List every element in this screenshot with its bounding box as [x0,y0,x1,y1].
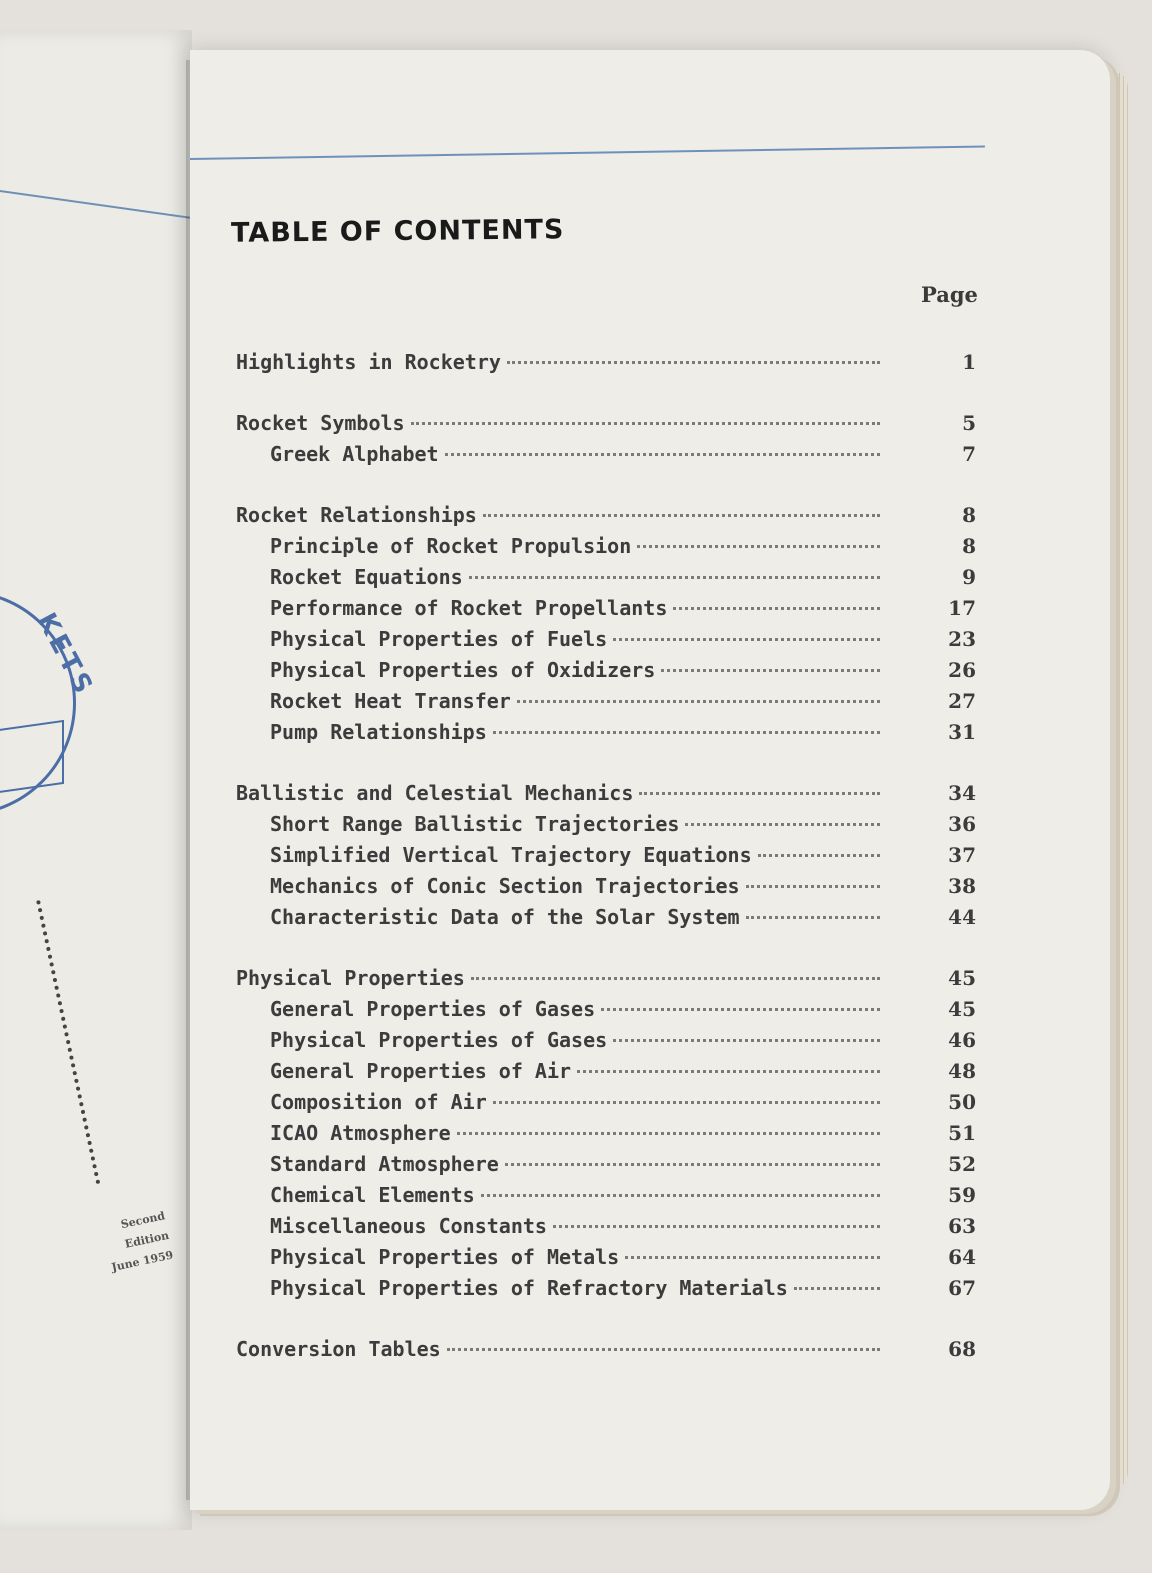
toc-entry [236,534,976,565]
toc-entry-page: 59 [948,1183,976,1207]
group-spacer [236,473,976,503]
toc-entry [236,627,976,658]
toc-entry-page: 26 [948,658,976,682]
toc-entry [236,503,976,534]
toc-entry-page: 46 [948,1028,976,1052]
toc-entry-page: 51 [948,1121,976,1145]
toc-entry-page: 17 [948,596,976,620]
toc-entry [236,905,976,936]
toc-entry-label: Physical Properties of Fuels [270,627,608,651]
toc-entry [236,781,976,812]
toc-entry [236,411,976,442]
toc-entry-page: 34 [948,781,976,805]
dot-leader [673,607,880,610]
toc-entry-label: General Properties of Gases [270,997,596,1021]
seal-lettering: KETS [30,608,100,702]
toc-entry-page: 48 [948,1059,976,1083]
toc-entry-label: Highlights in Rocketry [236,350,501,374]
toc-entry [236,596,976,627]
toc-entry-label: Rocket Heat Transfer [270,689,511,713]
toc-entry [236,997,976,1028]
dotted-trail [36,899,104,1184]
toc-entry [236,874,976,905]
toc-entry-page: 8 [962,534,976,558]
toc-entry-page: 5 [962,411,976,435]
toc-title: TABLE OF CONTENTS [230,214,565,249]
toc-entry [236,1090,976,1121]
toc-entry [236,565,976,596]
dot-leader [481,1194,880,1197]
toc-entry-page: 36 [948,812,976,836]
toc-entry-label: Physical Properties of Refractory Materials [270,1276,788,1300]
toc-entry-label: Simplified Vertical Trajectory Equations [270,843,752,867]
toc-entry-label: Physical Properties of Oxidizers [270,658,656,682]
dot-leader [577,1070,880,1073]
toc-entry-label: Performance of Rocket Propellants [270,596,668,620]
dot-leader [457,1132,880,1135]
dot-leader [746,885,880,888]
dot-leader [447,1348,880,1351]
toc-entry-label: Ballistic and Celestial Mechanics [236,781,634,805]
dot-leader [411,422,880,425]
toc-entry [236,1121,976,1152]
toc-entry-label: Rocket Relationships [236,503,477,527]
dot-leader [685,823,880,826]
toc-entry [236,1028,976,1059]
toc-entry-page: 45 [948,966,976,990]
toc-entry-label: Physical Properties of Gases [270,1028,608,1052]
toc-entry-page: 44 [948,905,976,929]
toc-entry-label: Rocket Symbols [236,411,405,435]
toc-entry-label: Short Range Ballistic Trajectories [270,812,680,836]
dot-leader [758,854,880,857]
toc-entry-label: General Properties of Air [270,1059,572,1083]
dot-leader [637,545,880,548]
toc-entry [236,812,976,843]
toc-entry [236,1337,976,1368]
dot-leader [493,731,880,734]
toc-entry-page: 64 [948,1245,976,1269]
toc-entry-label: Standard Atmosphere [270,1152,499,1176]
toc-entry [236,1152,976,1183]
toc-entry [236,843,976,874]
toc-entry-label: Physical Properties of Metals [270,1245,620,1269]
toc-entry [236,1276,976,1307]
toc-entry [236,966,976,997]
toc-entry-label: Mechanics of Conic Section Trajectories [270,874,740,898]
toc-entry-page: 38 [948,874,976,898]
page-column-header: Page [921,282,978,307]
toc-entry-label: ICAO Atmosphere [270,1121,451,1145]
toc-entry [236,442,976,473]
toc-entry-label: Pump Relationships [270,720,487,744]
left-page-rule [0,190,192,220]
toc-entry [236,1214,976,1245]
dot-leader [625,1256,880,1259]
dot-leader [613,1039,880,1042]
dot-leader [483,514,880,517]
toc-entry-label: Greek Alphabet [270,442,439,466]
toc-entry-page: 23 [948,627,976,651]
dot-leader [601,1008,880,1011]
dot-leader [517,700,880,703]
group-spacer [236,936,976,966]
toc-entry-page: 31 [948,720,976,744]
toc-entry-page: 63 [948,1214,976,1238]
toc-entry-page: 52 [948,1152,976,1176]
dot-leader [471,977,880,980]
toc-entry-page: 67 [948,1276,976,1300]
toc-entry-page: 8 [962,503,976,527]
toc-entry-label: Conversion Tables [236,1337,441,1361]
toc-entry-label: Chemical Elements [270,1183,475,1207]
dot-leader [794,1287,880,1290]
toc-entry-page: 9 [962,565,976,589]
toc-entry-page: 45 [948,997,976,1021]
dot-leader [445,453,880,456]
left-page [0,30,192,1530]
dot-leader [746,916,880,919]
toc-entry [236,720,976,751]
edition-date: June 1959 [110,1248,175,1275]
toc-entry-label: Miscellaneous Constants [270,1214,547,1238]
toc-list [236,350,976,1368]
toc-entry [236,350,976,381]
edition-line: Second Edition [119,1209,171,1251]
dot-leader [553,1225,880,1228]
dot-leader [507,361,880,364]
toc-entry-label: Principle of Rocket Propulsion [270,534,632,558]
toc-entry [236,1183,976,1214]
toc-entry-page: 68 [948,1337,976,1361]
toc-entry-page: 1 [962,350,976,374]
dot-leader [613,638,880,641]
group-spacer [236,1307,976,1337]
group-spacer [236,381,976,411]
dot-leader [661,669,880,672]
dot-leader [639,792,880,795]
toc-entry-page: 7 [962,442,976,466]
toc-entry [236,1059,976,1090]
dot-leader [469,576,880,579]
dot-leader [493,1101,880,1104]
edition-note [75,1206,176,1283]
toc-entry-label: Composition of Air [270,1090,487,1114]
toc-entry-page: 37 [948,843,976,867]
group-spacer [236,751,976,781]
dot-leader [505,1163,880,1166]
toc-entry [236,1245,976,1276]
toc-entry [236,689,976,720]
toc-entry-label: Physical Properties [236,966,465,990]
toc-entry-page: 50 [948,1090,976,1114]
toc-entry-label: Rocket Equations [270,565,463,589]
toc-entry-page: 27 [948,689,976,713]
toc-entry [236,658,976,689]
toc-entry-label: Characteristic Data of the Solar System [270,905,740,929]
